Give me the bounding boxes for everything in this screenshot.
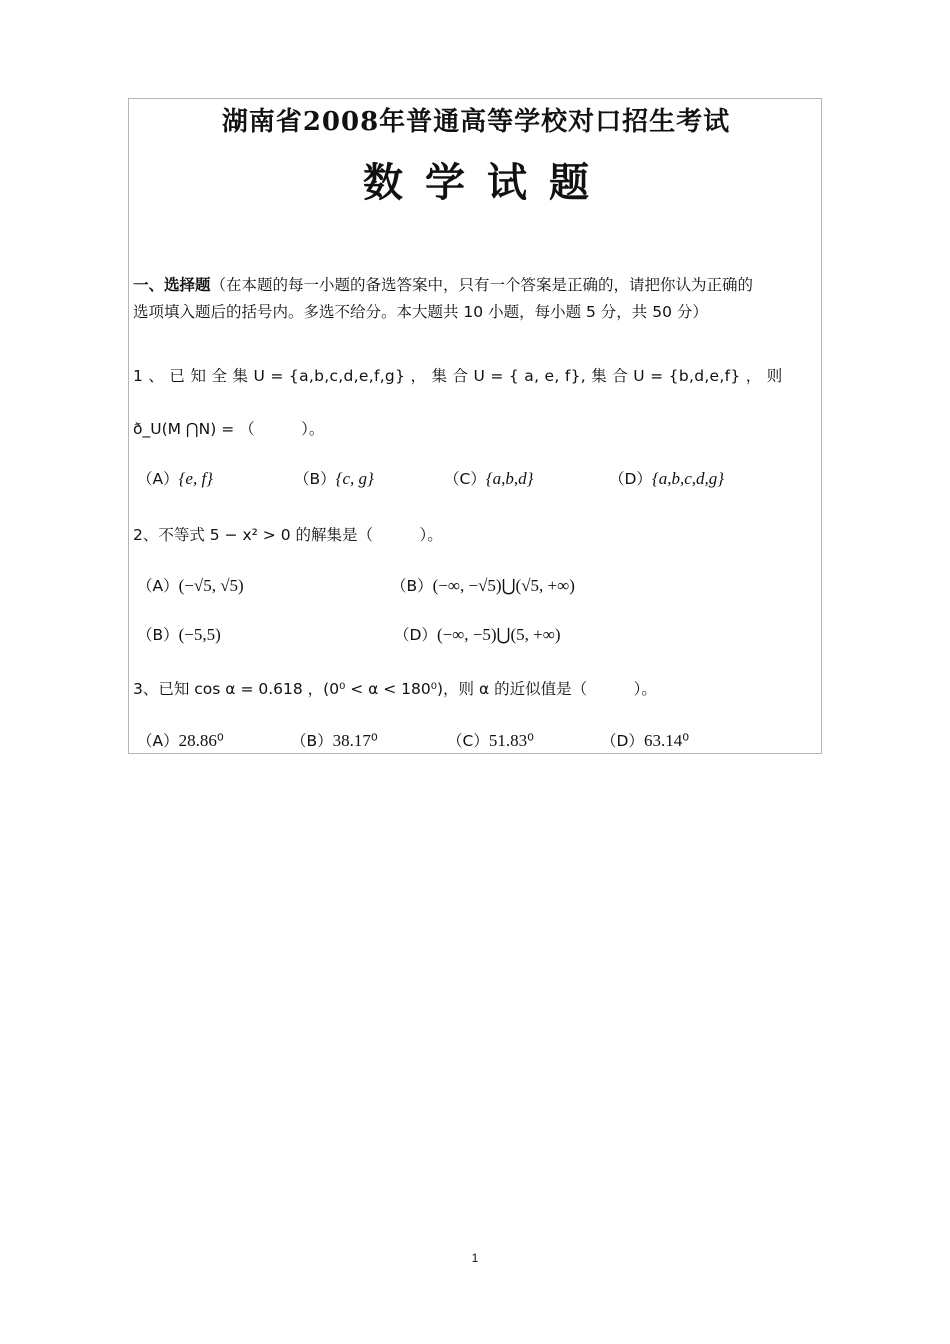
question-1-stem-line1: 1 、 已 知 全 集 U = {a,b,c,d,e,f,g} ， 集 合 U = { a, e, f}, 集 合 U = {b,d,e,f} ， 则 bbox=[133, 367, 783, 385]
question-2-stem: 2、不等式 5 − x² > 0 的解集是（ ）。 bbox=[133, 526, 443, 544]
option-label: （B） bbox=[391, 577, 433, 595]
option-value: 63.14⁰ bbox=[643, 731, 690, 750]
exam-subtitle: 数学试题 bbox=[363, 159, 611, 206]
option-value: 28.86⁰ bbox=[178, 731, 224, 750]
option-label: （D） bbox=[601, 732, 644, 750]
exam-title: 湖南省2008年普通高等学校对口招生考试 bbox=[221, 107, 731, 137]
question-3-option-c bbox=[447, 729, 534, 751]
question-2-option-b bbox=[391, 574, 575, 596]
option-value: 51.83⁰ bbox=[488, 731, 534, 750]
option-value: (−√5, √5) bbox=[178, 576, 244, 595]
option-label: （D） bbox=[394, 626, 437, 644]
page-number: 1 bbox=[471, 1251, 479, 1265]
option-label: （A） bbox=[137, 470, 179, 488]
question-2-option-c bbox=[137, 623, 221, 645]
section-instructions-line1 bbox=[133, 273, 753, 295]
option-value: (−5,5) bbox=[178, 625, 221, 644]
question-2-option-a bbox=[137, 574, 244, 596]
option-label: （B） bbox=[291, 732, 333, 750]
option-value: 38.17⁰ bbox=[332, 731, 378, 750]
question-1-option-a bbox=[137, 467, 213, 489]
option-label: （B） bbox=[294, 470, 336, 488]
section-instructions-text: （在本题的每一小题的备选答案中，只有一个答案是正确的，请把你认为正确的 bbox=[210, 276, 754, 294]
option-value: {a,b,d} bbox=[485, 469, 534, 488]
option-label: （C） bbox=[444, 470, 486, 488]
question-3-option-a bbox=[137, 729, 224, 751]
question-2-option-d bbox=[394, 623, 561, 645]
option-label: （C） bbox=[447, 732, 489, 750]
option-label: （A） bbox=[137, 732, 179, 750]
question-1-option-d bbox=[609, 467, 724, 489]
question-1-stem-line2: ð_U(M ⋂N) = （ ）。 bbox=[133, 420, 325, 438]
section-heading: 一、选择题 bbox=[133, 276, 211, 294]
question-3-stem: 3、已知 cos α = 0.618 ，(0⁰ < α < 180⁰)，则 α 的近似值是（ ）。 bbox=[133, 680, 657, 698]
option-label: （D） bbox=[609, 470, 652, 488]
option-label: （A） bbox=[137, 577, 179, 595]
option-value: (−∞, −√5)⋃(√5, +∞) bbox=[432, 576, 575, 595]
option-value: (−∞, −5)⋃(5, +∞) bbox=[436, 625, 561, 644]
section-instructions-line2: 选项填入题后的括号内。多选不给分。本大题共 10 小题，每小题 5 分，共 50 分） bbox=[133, 303, 708, 321]
option-value: {c, g} bbox=[335, 469, 374, 488]
option-value: {a,b,c,d,g} bbox=[651, 469, 725, 488]
option-value: {e, f} bbox=[178, 469, 213, 488]
question-1-option-b bbox=[294, 467, 374, 489]
question-1-option-c bbox=[444, 467, 533, 489]
exam-paper-box bbox=[128, 98, 822, 754]
option-label: （B） bbox=[137, 626, 179, 644]
question-3-option-b bbox=[291, 729, 378, 751]
question-3-option-d bbox=[601, 729, 689, 751]
